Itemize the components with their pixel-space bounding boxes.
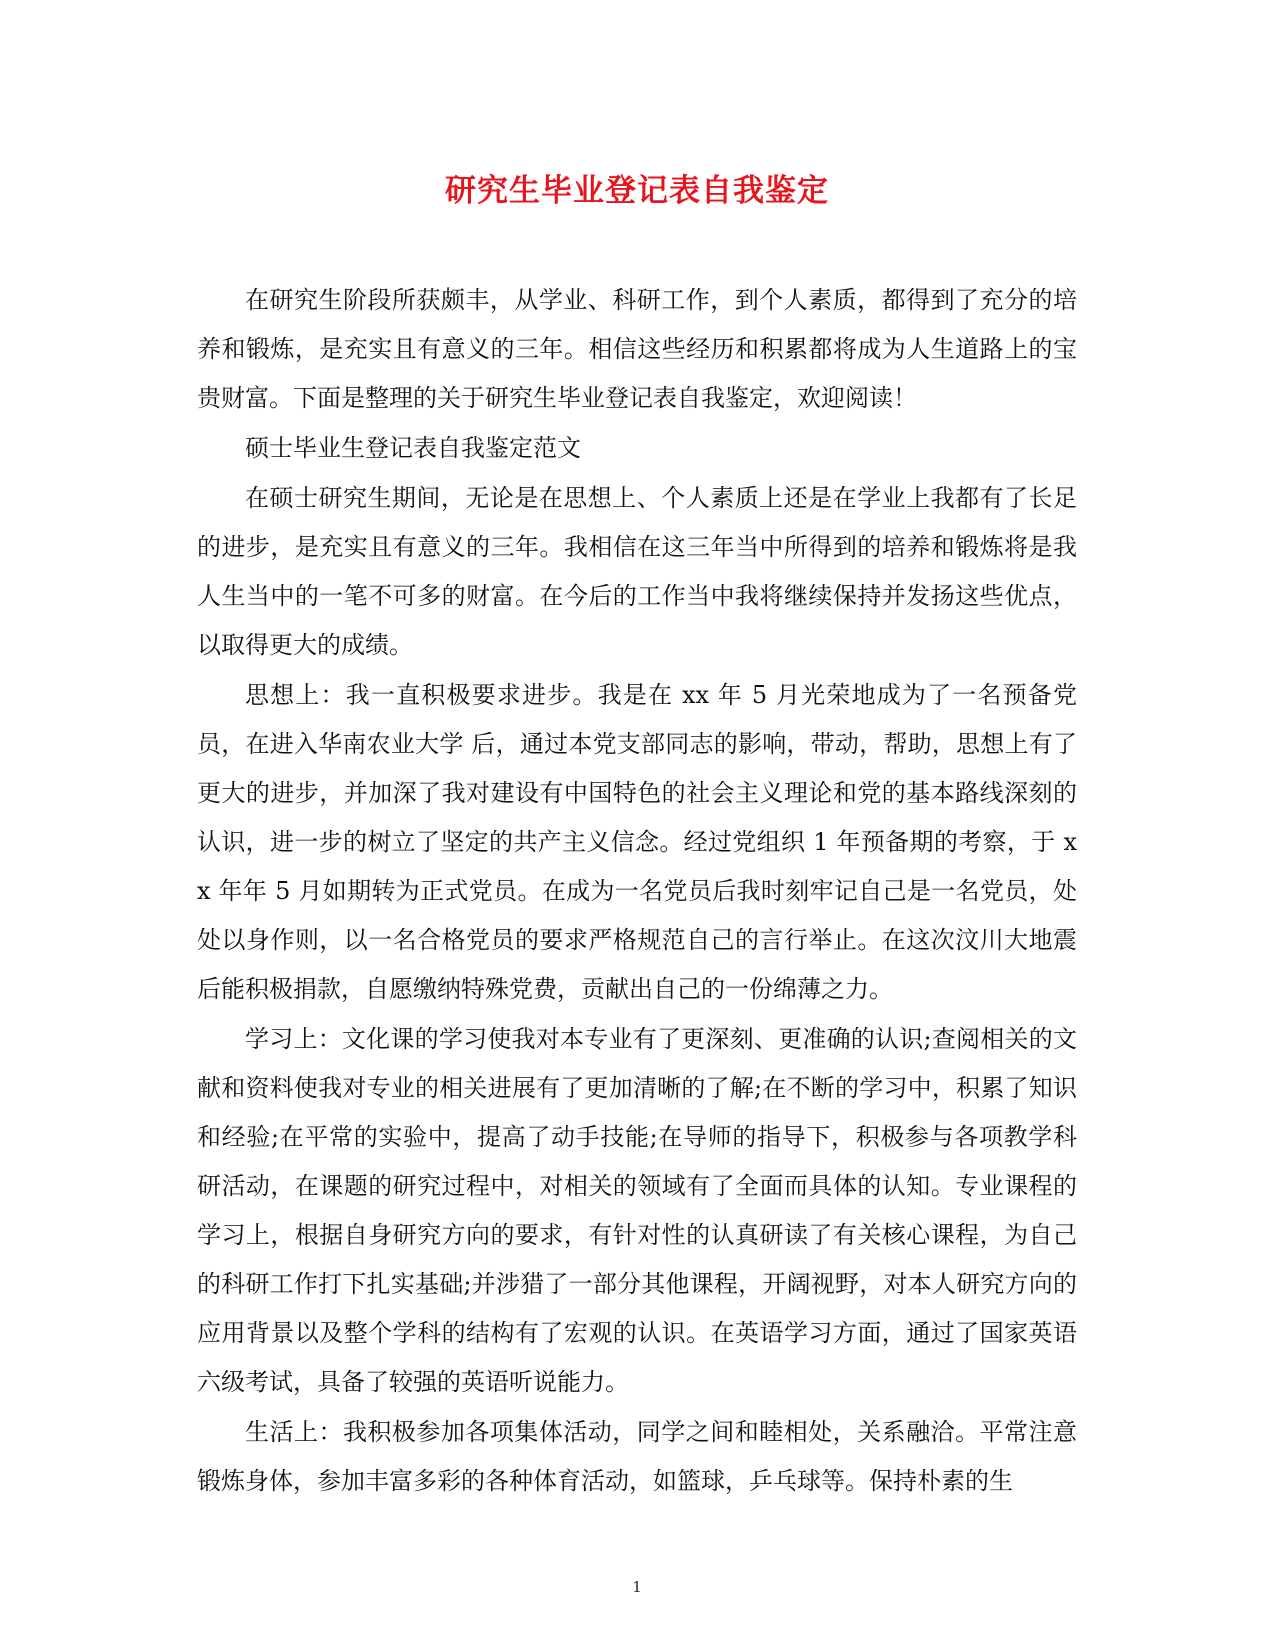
paragraph-thought: 思想上：我一直积极要求进步。我是在 xx 年 5 月光荣地成为了一名预备党员，在进入华南农业大学 后，通过本党支部同志的影响，带动，帮助，思想上有了更大的进步，并加深了我对建设有中国特色的社会主义理论和党的基本路线深刻的认识，进一步的树立了坚定的共产主义信念。经过党组织 1 年预备期的考察，于 xx 年年 5 月如期转为正式党员。在成为一名党员后我时刻牢记自己是一名党员，处处以身作则，以一名合格党员的要求严格规范自己的言行举止。在这次汶川大地震后能积极捐款，自愿缴纳特殊党费，贡献出自己的一份绵薄之力。 (197, 681, 1077, 1003)
page-number: 1 (632, 1578, 642, 1596)
paragraph-life: 生活上：我积极参加各项集体活动，同学之间和睦相处，关系融洽。平常注意锻炼身体，参加丰富多彩的各种体育活动，如篮球，乒乓球等。保持朴素的生 (197, 1418, 1077, 1495)
paragraph-study: 学习上：文化课的学习使我对本专业有了更深刻、更准确的认识;查阅相关的文献和资料使我对专业的相关进展有了更加清晰的了解;在不断的学习中，积累了知识和经验;在平常的实验中，提高了动手技能;在导师的指导下，积极参与各项教学科研活动，在课题的研究过程中，对相关的领域有了全面而具体的认知。专业课程的学习上，根据自身研究方向的要求，有针对性的认真研读了有关核心课程，为自己的科研工作打下扎实基础;并涉猎了一部分其他课程，开阔视野，对本人研究方向的应用背景以及整个学科的结构有了宏观的认识。在英语学习方面，通过了国家英语六级考试，具备了较强的英语听说能力。 (197, 1025, 1077, 1396)
paragraph-overview: 在硕士研究生期间，无论是在思想上、个人素质上还是在学业上我都有了长足的进步，是充实且有意义的三年。我相信在这三年当中所得到的培养和锻炼将是我人生当中的一笔不可多的财富。在今后的工作当中我将继续保持并发扬这些优点，以取得更大的成绩。 (197, 484, 1077, 659)
document-body (197, 276, 1077, 1507)
document-title: 研究生毕业登记表自我鉴定 (445, 173, 829, 209)
paragraph-intro: 在研究生阶段所获颇丰，从学业、科研工作，到个人素质，都得到了充分的培养和锻炼，是充实且有意义的三年。相信这些经历和积累都将成为人生道路上的宝贵财富。下面是整理的关于研究生毕业登记表自我鉴定，欢迎阅读！ (197, 286, 1077, 412)
section-heading: 硕士毕业生登记表自我鉴定范文 (245, 434, 581, 462)
